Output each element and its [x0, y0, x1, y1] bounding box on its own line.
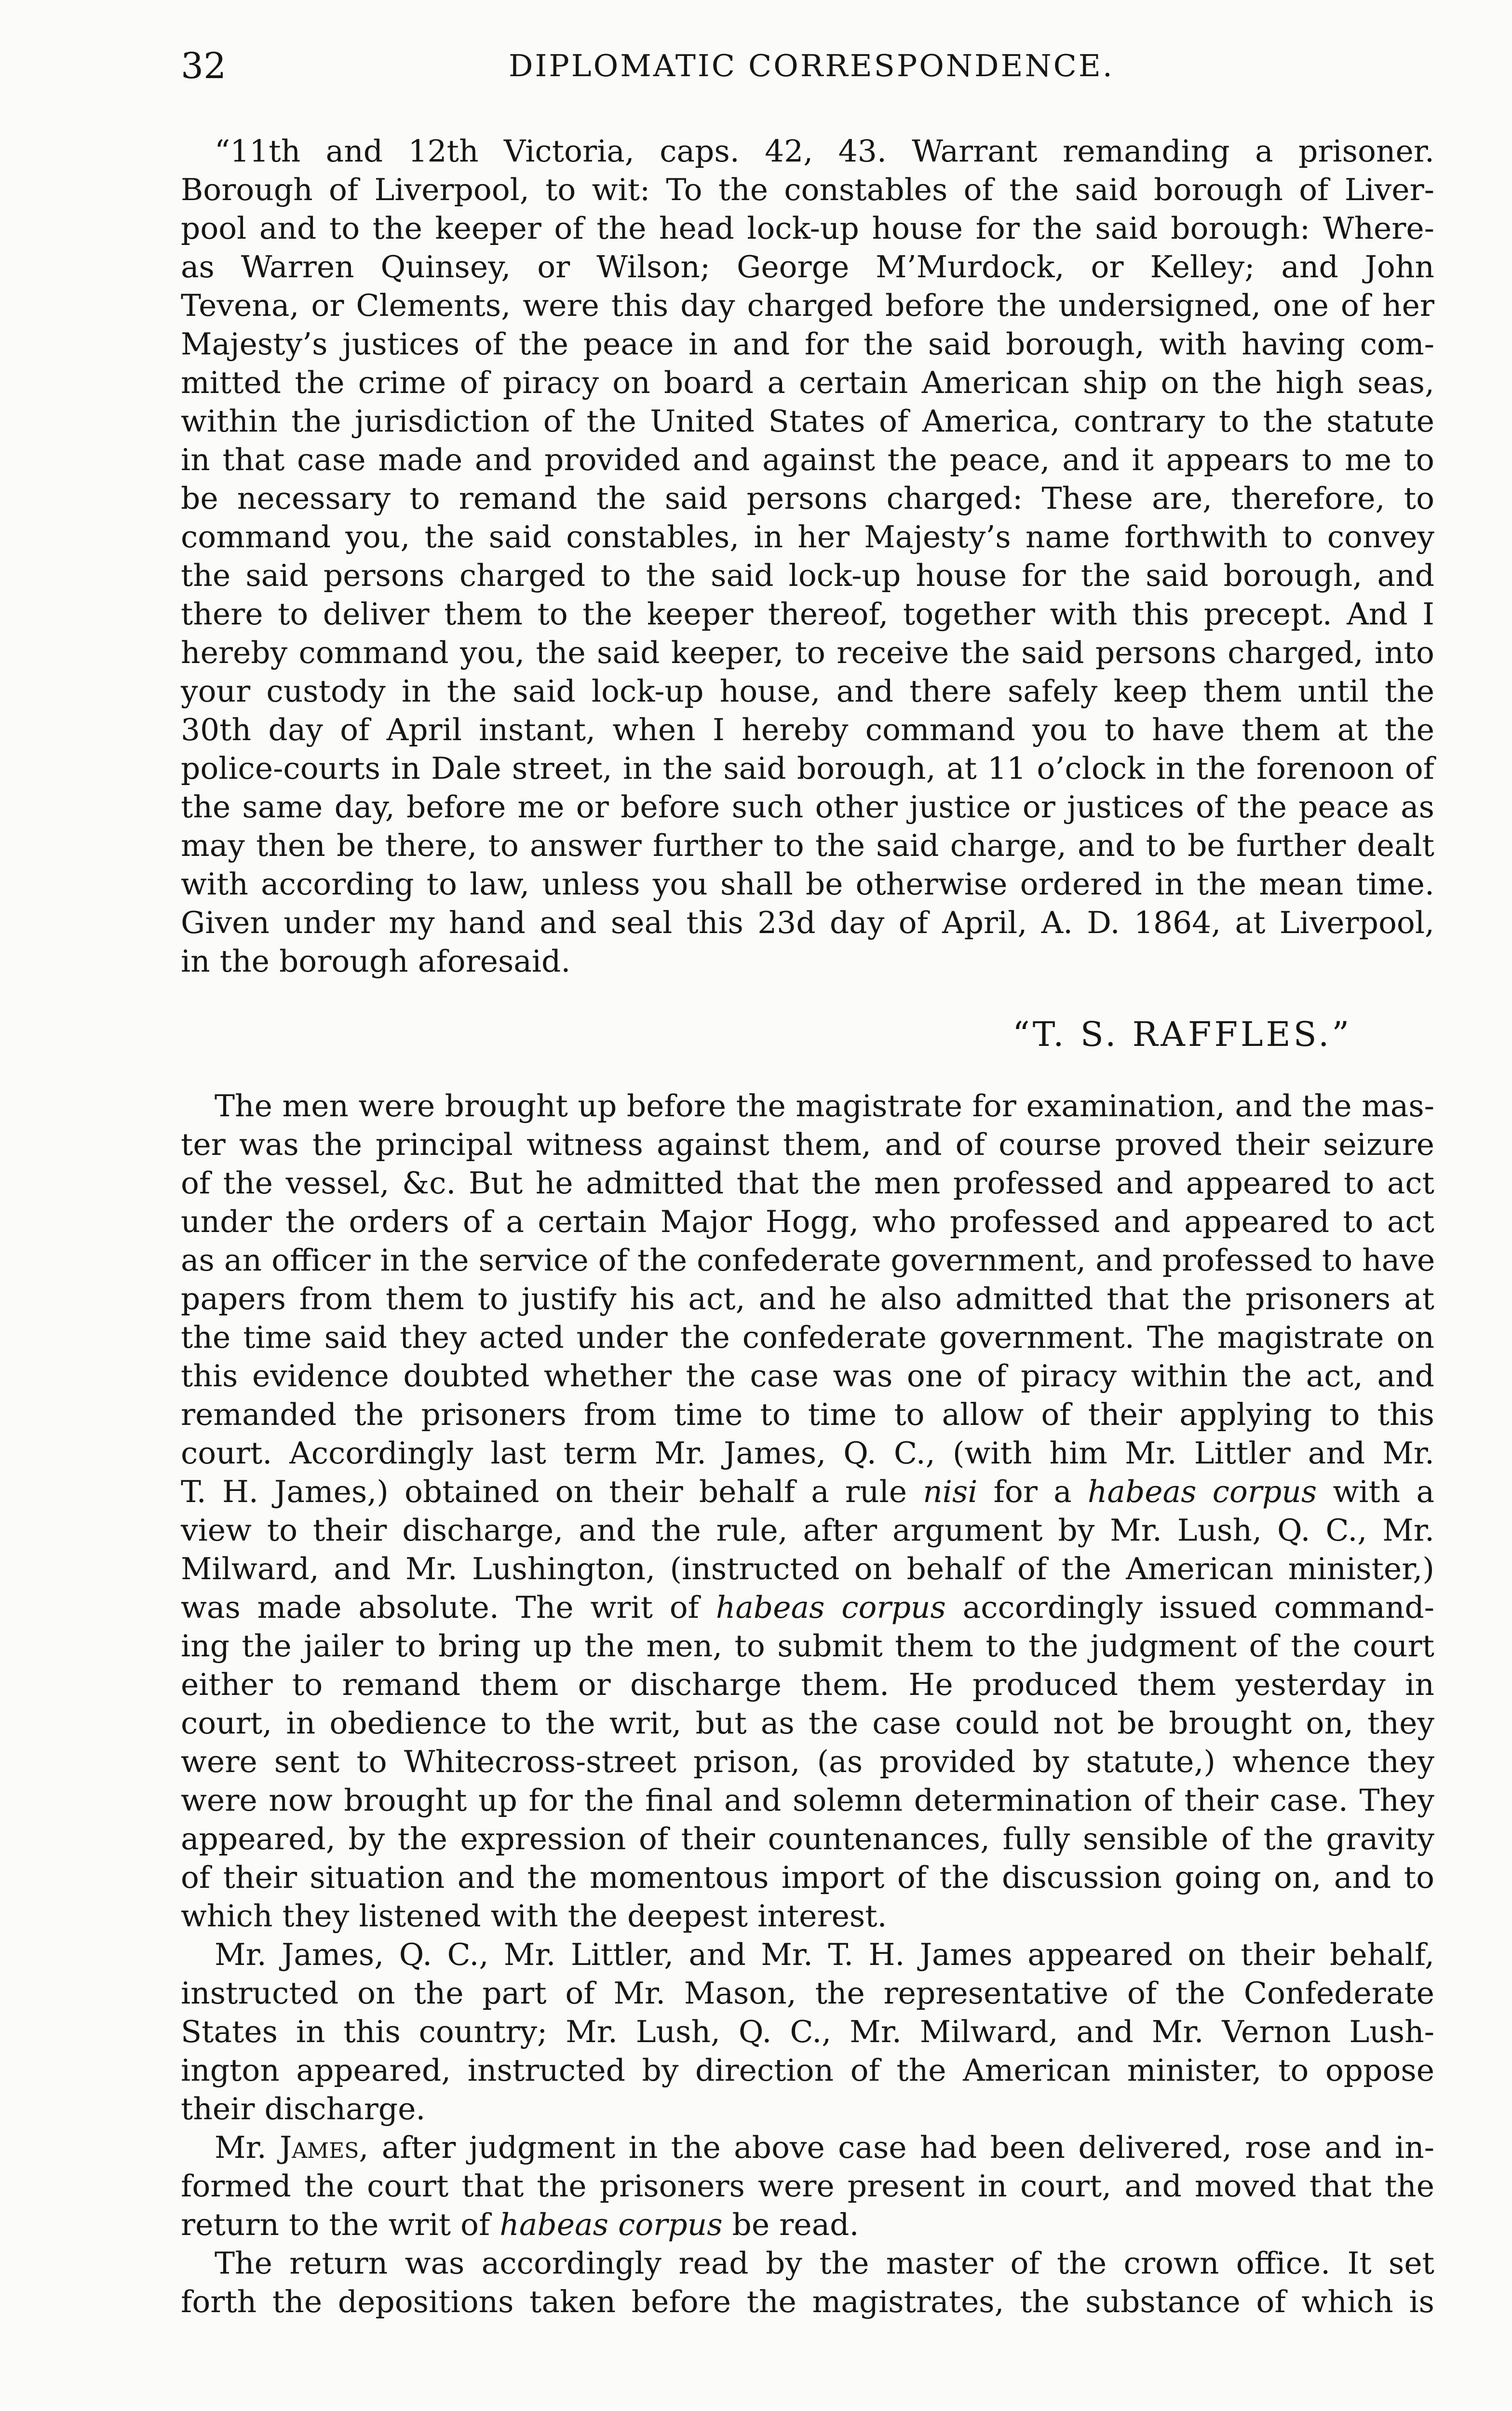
paragraph-line: instructed on the part of Mr. Mason, the representative of the Confederate: [181, 1976, 1434, 2011]
paragraph-line: the time said they acted under the confederate government. The magistrate on: [181, 1320, 1434, 1355]
warrant-line: Majesty’s justices of the peace in and for the said borough, with having com-: [181, 326, 1434, 362]
paragraph-line: court. Accordingly last term Mr. James, Q. C., (with him Mr. Littler and Mr.: [181, 1436, 1434, 1471]
warrant-line: be necessary to remand the said persons charged: These are, therefore, to: [181, 481, 1434, 516]
text-segment: , after judgment in the above case had been delivered, rose and in-: [359, 2130, 1434, 2165]
paragraph-line-with-italics: [181, 1588, 1434, 1627]
warrant-line: “11th and 12th Victoria, caps. 42, 43. Warrant remanding a prisoner.: [215, 134, 1434, 169]
text-segment: with a: [1317, 1474, 1435, 1509]
small-caps-name: James: [280, 2130, 359, 2165]
paragraph-line: The return was accordingly read by the master of the crown office. It set: [215, 2246, 1434, 2281]
paragraph-1: [181, 1087, 1434, 1936]
warrant-line: 30th day of April instant, when I hereby command you to have them at the: [181, 712, 1434, 747]
paragraph-line: papers from them to justify his act, and he also admitted that the prisoners at: [181, 1281, 1434, 1316]
text-segment: return to the writ of: [181, 2207, 500, 2242]
text-segment: accordingly issued command-: [945, 1590, 1435, 1625]
text-segment: for a: [977, 1474, 1088, 1509]
paragraph-line-with-italics: [181, 2206, 1434, 2244]
italic-term: nisi: [923, 1474, 978, 1509]
warrant-line: hereby command you, the said keeper, to receive the said persons charged, into: [181, 635, 1434, 670]
italic-term: habeas corpus: [1087, 1474, 1317, 1509]
paragraph-2: [181, 1936, 1434, 2128]
paragraph-line: appeared, by the expression of their countenances, fully sensible of the gravity: [181, 1821, 1434, 1856]
paragraph-line: court, in obedience to the writ, but as the case could not be brought on, they: [181, 1706, 1434, 1741]
warrant-line: Tevena, or Clements, were this day charged before the undersigned, one of her: [181, 288, 1434, 323]
paragraph-line: under the orders of a certain Major Hogg, who professed and appeared to act: [181, 1204, 1434, 1239]
italic-term: habeas corpus: [716, 1590, 946, 1625]
paragraph-line: this evidence doubted whether the case was one of piracy within the act, and: [181, 1358, 1434, 1394]
paragraph-line: were sent to Whitecross-street prison, (as provided by statute,) whence they: [181, 1744, 1434, 1779]
warrant-line: within the jurisdiction of the United States of America, contrary to the statute: [181, 404, 1434, 439]
warrant-text: [181, 132, 1434, 981]
paragraph-line: view to their discharge, and the rule, after argument by Mr. Lush, Q. C., Mr.: [181, 1513, 1434, 1548]
paragraph-line-with-italics: [181, 1473, 1434, 1511]
warrant-line: pool and to the keeper of the head lock-up house for the said borough: Where-: [181, 211, 1434, 246]
text-segment: Mr.: [215, 2130, 280, 2165]
paragraph-line: of their situation and the momentous import of the discussion going on, and to: [181, 1860, 1434, 1895]
warrant-line: your custody in the said lock-up house, and there safely keep them until the: [181, 674, 1434, 709]
warrant-line: as Warren Quinsey, or Wilson; George M’Murdock, or Kelley; and John: [181, 249, 1434, 284]
warrant-line: command you, the said constables, in her Majesty’s name forthwith to convey: [181, 519, 1434, 555]
warrant-line: police-courts in Dale street, in the said borough, at 11 o’clock in the forenoon of: [181, 751, 1434, 786]
paragraph-line: of the vessel, &c. But he admitted that the men professed and appeared to act: [181, 1165, 1434, 1201]
warrant-line: Given under my hand and seal this 23d day of April, A. D. 1864, at Liverpool,: [181, 905, 1434, 940]
italic-term: habeas corpus: [500, 2207, 723, 2242]
paragraph-line: either to remand them or discharge them. He produced them yesterday in: [181, 1667, 1434, 1702]
warrant-line: the said persons charged to the said lock-up house for the said borough, and: [181, 558, 1434, 593]
running-head: DIPLOMATIC CORRESPONDENCE.: [509, 48, 1114, 83]
warrant-line: Borough of Liverpool, to wit: To the constables of the said borough of Liver-: [181, 172, 1434, 207]
warrant-line: in that case made and provided and against the peace, and it appears to me to: [181, 442, 1434, 477]
paragraph-3: [181, 2128, 1434, 2244]
paragraph-line: Mr. James, Q. C., Mr. Littler, and Mr. T. H. James appeared on their behalf,: [215, 1937, 1434, 1972]
paragraph-line: ington appeared, instructed by direction of the American minister, to oppose: [181, 2053, 1434, 2088]
paragraph-line: their discharge.: [181, 2091, 426, 2127]
paragraph-line: The men were brought up before the magistrate for examination, and the mas-: [215, 1088, 1434, 1124]
paragraph-line: as an officer in the service of the confederate government, and professed to have: [181, 1243, 1435, 1278]
warrant-line: the same day, before me or before such other justice or justices of the peace as: [181, 789, 1434, 825]
paragraph-line: remanded the prisoners from time to time to allow of their applying to this: [181, 1397, 1434, 1432]
paragraph-line: States in this country; Mr. Lush, Q. C., Mr. Milward, and Mr. Vernon Lush-: [181, 2014, 1434, 2049]
warrant-line: in the borough aforesaid.: [181, 944, 571, 979]
text-segment: was made absolute. The writ of: [181, 1590, 716, 1625]
page-number: 32: [181, 45, 227, 87]
signature: “T. S. RAFFLES.”: [1012, 1015, 1352, 1054]
warrant-line: there to deliver them to the keeper thereof, together with this precept. And I: [181, 596, 1434, 632]
paragraph-line: Milward, and Mr. Lushington, (instructed on behalf of the American minister,): [181, 1551, 1434, 1586]
paragraph-line: ing the jailer to bring up the men, to submit them to the judgment of the court: [181, 1628, 1434, 1664]
paragraph-line: forth the depositions taken before the magistrates, the substance of which is: [181, 2284, 1434, 2319]
paragraph-line: which they listened with the deepest interest.: [181, 1898, 887, 1934]
paragraph-line: ter was the principal witness against them, and of course proved their seizure: [181, 1127, 1434, 1162]
warrant-line: with according to law, unless you shall be otherwise ordered in the mean time.: [181, 867, 1434, 902]
page-header: [181, 44, 1434, 88]
paragraph-line: formed the court that the prisoners were present in court, and moved that the: [181, 2168, 1434, 2204]
paragraph-line-with-small-caps: [181, 2128, 1434, 2167]
paragraph-line: were now brought up for the final and solemn determination of their case. They: [181, 1783, 1434, 1818]
text-segment: T. H. James,) obtained on their behalf a rule: [181, 1474, 923, 1509]
warrant-line: mitted the crime of piracy on board a certain American ship on the high seas,: [181, 365, 1434, 400]
text-segment: be read.: [722, 2207, 859, 2242]
paragraph-4: [181, 2244, 1434, 2321]
warrant-line: may then be there, to answer further to the said charge, and to be further dealt: [181, 828, 1434, 863]
